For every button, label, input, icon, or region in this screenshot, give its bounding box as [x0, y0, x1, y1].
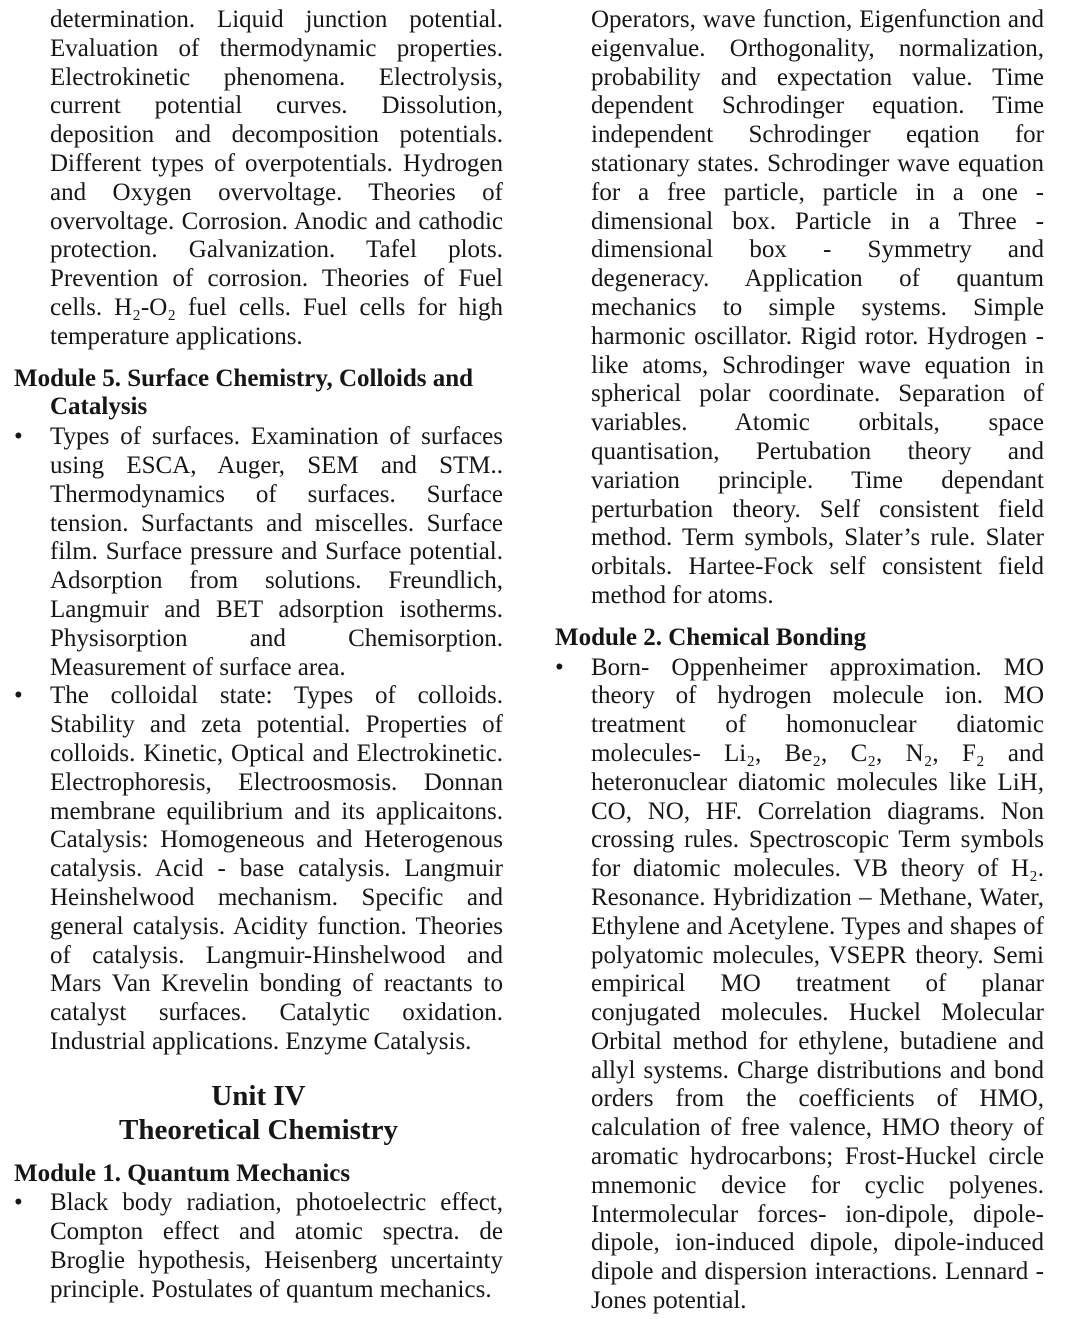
unit-iv-subtitle: Theoretical Chemistry — [119, 1113, 398, 1146]
module-5-heading-line1: Module 5. Surface Chemistry, Colloids and — [14, 364, 474, 392]
bullet-item-colloidal-state — [14, 682, 503, 1056]
bullet-item-chemical-bonding — [555, 654, 1044, 1316]
unit-iv-heading — [14, 1079, 503, 1147]
bullet-icon: • — [14, 682, 23, 710]
bullet-item-quantum-intro — [14, 1189, 503, 1304]
bullet-icon: • — [555, 653, 564, 681]
module-5-heading — [14, 365, 503, 423]
continuation-paragraph-electrochemistry: determination. Liquid junction potential. Evaluation of thermodynamic properties. Electrokinetic phenomena. Electrolysis, current potential curves. Dissolution, deposition and decomposition potentials. Different types of overpotentials. Hydrogen and Oxygen overvoltage. Theories of overvoltage. Corrosion. Anodic and cathodic protection. Galvanization. Tafel plots. Prevention of corrosion. Theories of Fuel cells. H₂-O₂ fuel cells. Fuel cells for high temperature applications. — [50, 6, 503, 350]
left-column — [14, 6, 503, 1316]
module-2-heading: Module 2. Chemical Bonding — [555, 623, 867, 651]
bullet-item-surfaces — [14, 423, 503, 682]
right-column — [555, 6, 1044, 1316]
bullet-icon: • — [14, 423, 23, 451]
bullet-text-surfaces: Types of surfaces. Examination of surfaces using ESCA, Auger, SEM and STM.. Thermodynamics of surfaces. Surface tension. Surfactants and miscelles. Surface film. Surface pressure and Surface potential. Adsorption from solutions. Freundlich, Langmuir and BET adsorption isotherms. Physisorption and Chemisorption. Measurement of surface area. — [50, 423, 503, 681]
bullet-text-quantum-intro: Black body radiation, photoelectric effect, Compton effect and atomic spectra. de Broglie hypothesis, Heisenberg uncertainty principle. Postulates of quantum mechanics. — [50, 1189, 503, 1303]
unit-iv-title: Unit IV — [211, 1079, 306, 1112]
module-5-heading-line2: Catalysis — [50, 393, 148, 421]
module-1-heading: Module 1. Quantum Mechanics — [14, 1159, 351, 1187]
bullet-text-colloidal-state: The colloidal state: Types of colloids. Stability and zeta potential. Properties of colloids. Kinetic, Optical and Electrokinetic. Electrophoresis, Electroosmosis. Donnan membrane equilibrium and its applicaitons. Catalysis: Homogeneous and Heterogenous catalysis. Acid - base catalysis. Langmuir Heinshelwood mechanism. Specific and general catalysis. Acidity function. Theories of catalysis. Langmuir-Hinshelwood and Mars Van Krevelin bonding of reactants to catalyst surfaces. Catalytic oxidation. Industrial applications. Enzyme Catalysis. — [50, 682, 503, 1055]
bullet-icon: • — [14, 1189, 23, 1217]
continuation-paragraph-quantum: Operators, wave function, Eigenfunction and eigenvalue. Orthogonality, normalization, probability and expectation value. Time dependent Schrodinger equation. Time independent Schrodinger eqation for stationary states. Schrodinger wave equation for a free particle, particle in a one - dimensional box. Particle in a Three - dimensional box - Symmetry and degeneracy. Application of quantum mechanics to simple systems. Simple harmonic oscillator. Rigid rotor. Hydrogen - like atoms, Schrodinger wave equation in spherical polar coordinate. Separation of variables. Atomic orbitals, space quantisation, Pertubation theory and variation principle. Time dependant perturbation theory. Self consistent field method. Term symbols, Slater’s rule. Slater orbitals. Hartee-Fock self consistent field method for atoms. — [591, 6, 1044, 609]
bullet-text-chemical-bonding: Born- Oppenheimer approximation. MO theory of hydrogen molecule ion. MO treatment of homonuclear diatomic molecules- Li₂, Be₂, C₂, N₂, F₂ and heteronuclear diatomic molecules like LiH, CO, NO, HF. Correlation diagrams. Non crossing rules. Spectroscopic Term symbols for diatomic molecules. VB theory of H₂. Resonance. Hybridization – Methane, Water, Ethylene and Acetylene. Types and shapes of polyatomic molecules, VSEPR theory. Semi empirical MO treatment of planar conjugated molecules. Huckel Molecular Orbital method for ethylene, butadiene and allyl systems. Charge distributions and bond orders from the coefficients of HMO, calculation of free valence, HMO theory of aromatic hydrocarbons; Frost-Huckel circle mnemonic device for cyclic polyenes. Intermolecular forces- ion-dipole, dipole-dipole, ion-induced dipole, dipole-induced dipole and dispersion interactions. Lennard - Jones potential. — [591, 653, 1044, 1315]
